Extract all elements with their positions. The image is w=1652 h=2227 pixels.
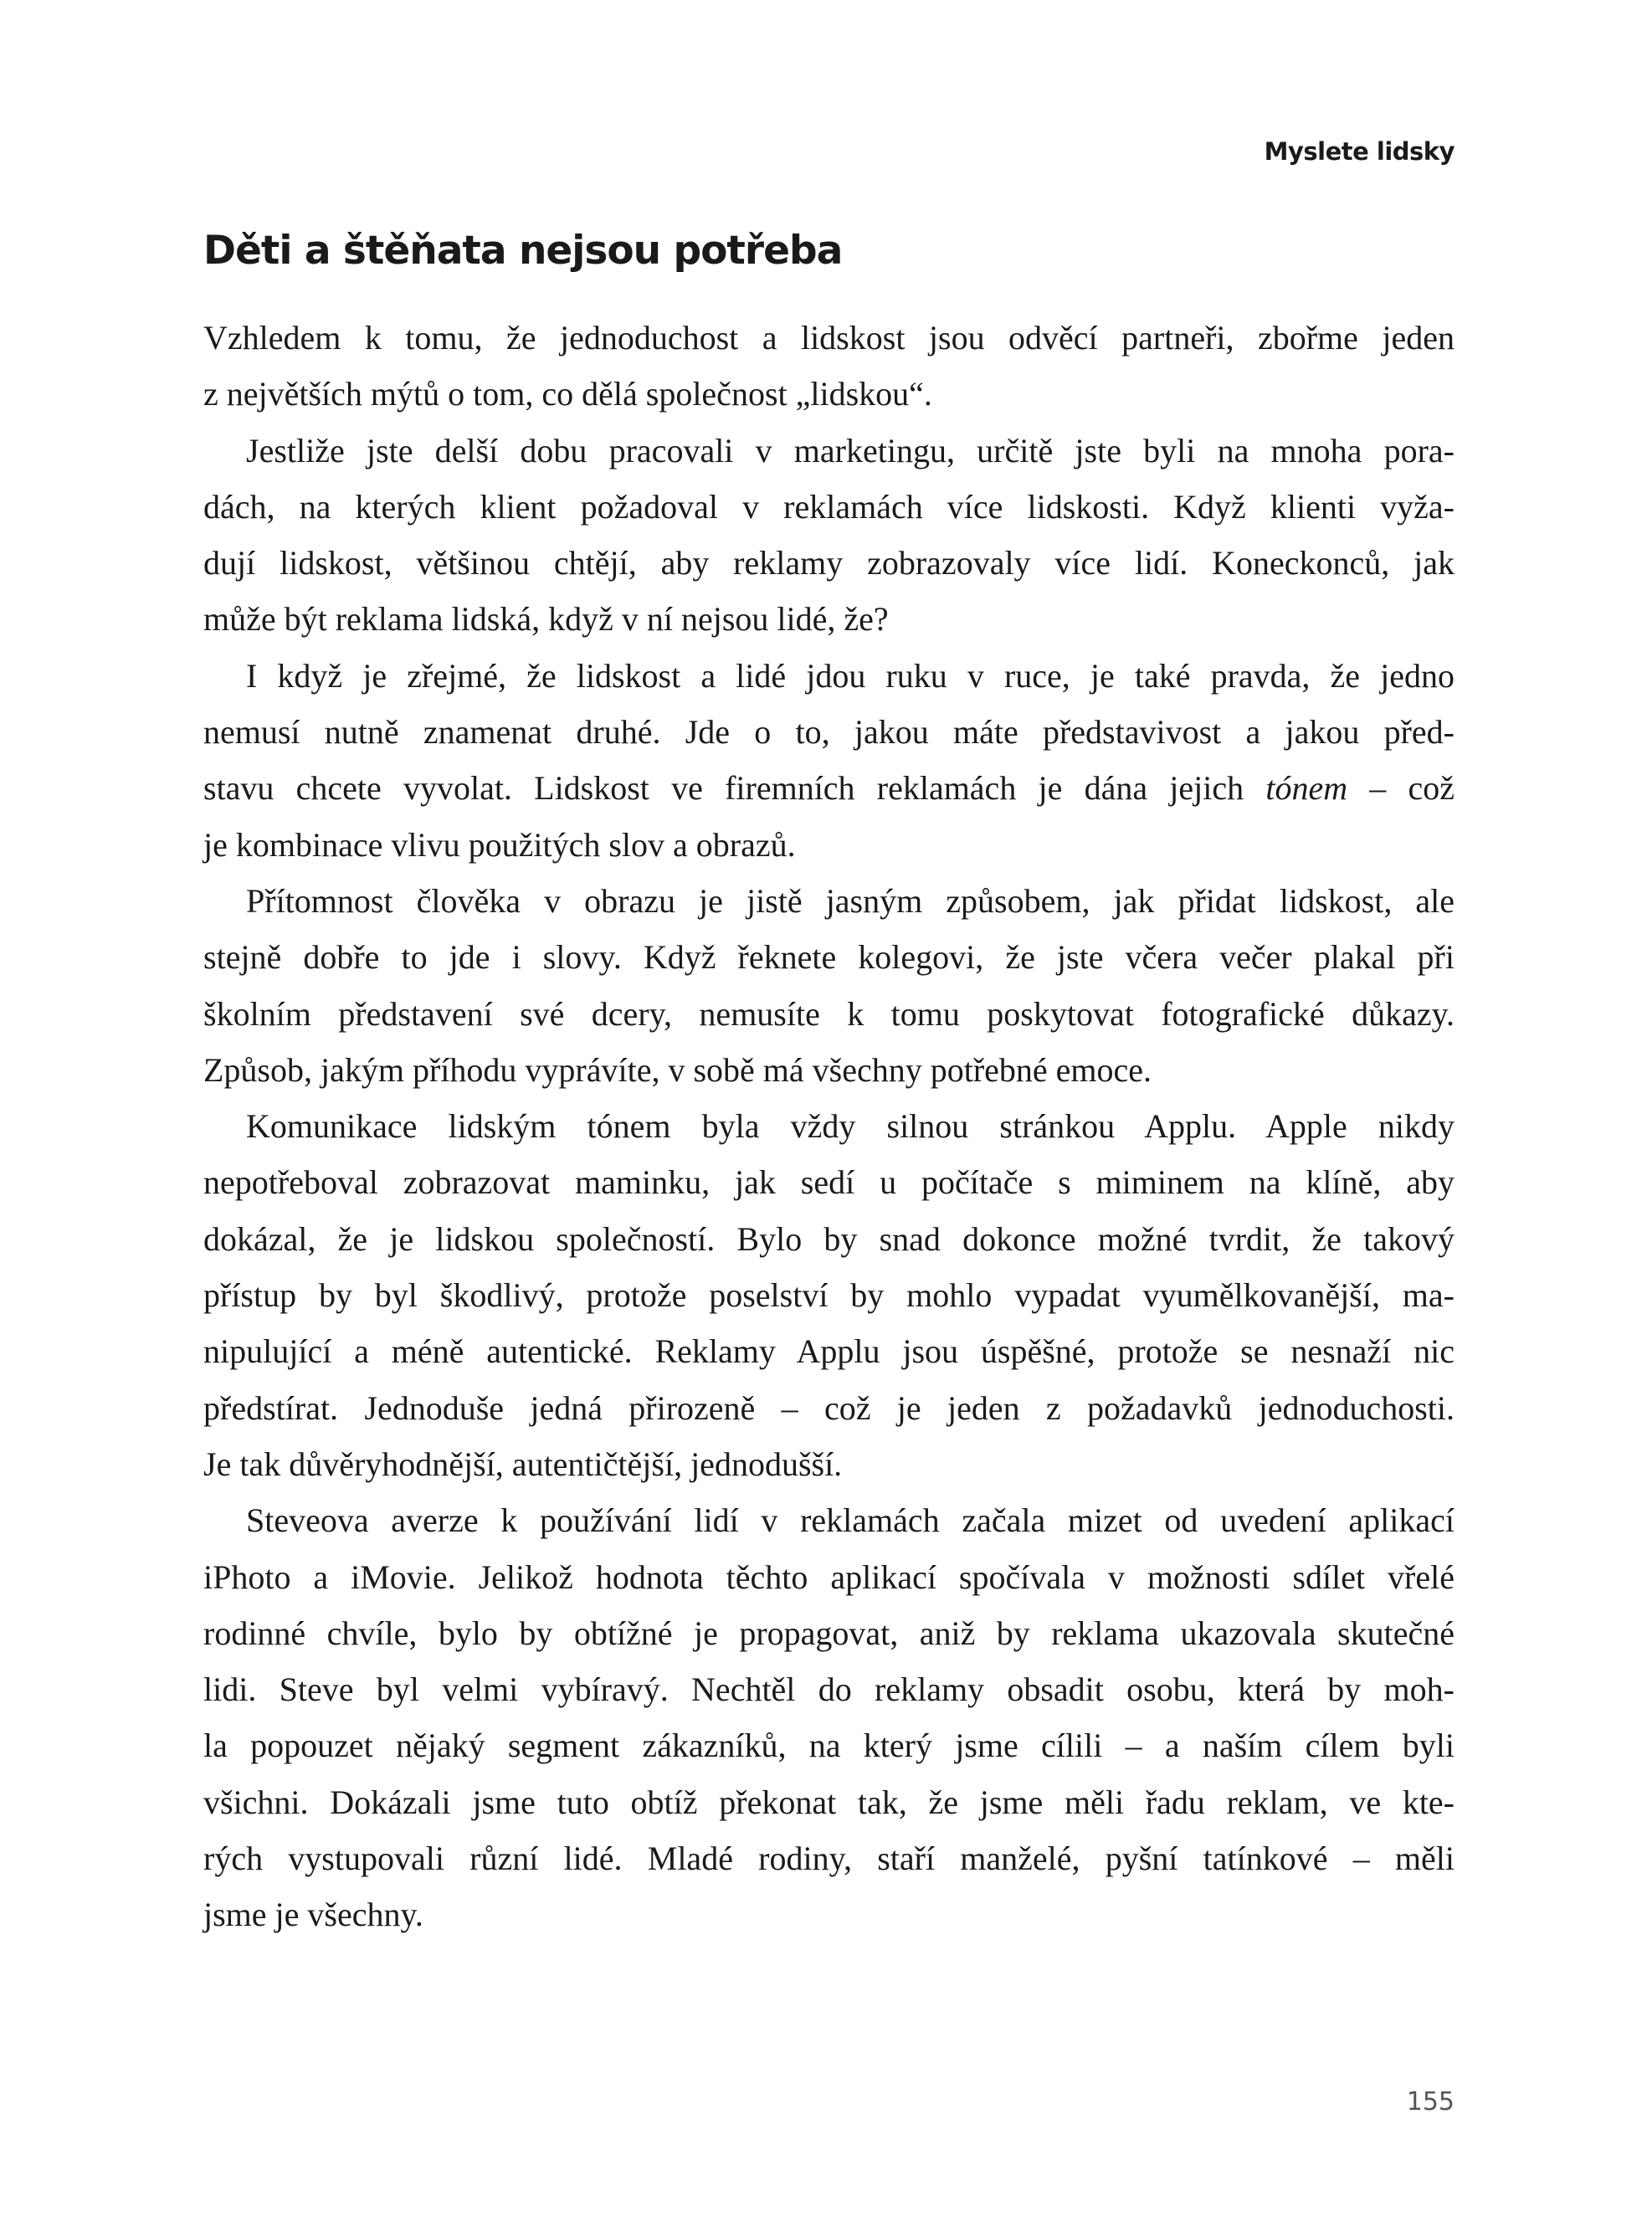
- text-line: rých vystupovali různí lidé. Mladé rodiny, staří manželé, pyšní tatínkové – měli: [203, 1840, 1454, 1878]
- text-line: nipulující a méně autentické. Reklamy Applu jsou úspěšné, protože se nesnaží nic: [203, 1332, 1454, 1371]
- text-line: je kombinace vlivu použitých slov a obrazů.: [203, 825, 796, 864]
- text-line: [203, 760, 1454, 816]
- body-text: [203, 310, 1454, 1943]
- text-line: z největších mýtů o tom, co dělá společnost „lidskou“.: [203, 375, 932, 413]
- text-line: předstírat. Jednoduše jedná přirozeně – což je jeden z požadavků jednoduchosti.: [203, 1388, 1454, 1427]
- text-segment: stavu chcete vyvolat. Lidskost ve firemních reklamách je dána jejich: [203, 769, 1266, 808]
- text-line: Steveova averze k používání lidí v reklamách začala mizet od uvedení aplikací: [246, 1501, 1454, 1540]
- text-line: stejně dobře to jde i slovy. Když řeknete kolegovi, že jste včera večer plakal při: [203, 938, 1454, 977]
- text-line: Vzhledem k tomu, že jednoduchost a lidskost jsou odvěcí partneři, zbořme jeden: [203, 319, 1454, 357]
- page-number: 155: [1406, 2087, 1454, 2117]
- running-head: Myslete lidsky: [1264, 137, 1454, 166]
- text-line: dách, na kterých klient požadoval v reklamách více lidskosti. Když klienti vyža-: [203, 487, 1454, 526]
- text-line: může být reklama lidská, když v ní nejsou lidé, že?: [203, 600, 889, 639]
- text-line: Komunikace lidským tónem byla vždy silnou stránkou Applu. Apple nikdy: [246, 1107, 1454, 1146]
- text-line: všichni. Dokázali jsme tuto obtíž překonat tak, že jsme měli řadu reklam, ve kte-: [203, 1783, 1454, 1821]
- text-line: přístup by byl škodlivý, protože poselství by mohlo vypadat vyumělkovanější, ma-: [203, 1276, 1454, 1315]
- text-line: jsme je všechny.: [203, 1896, 423, 1934]
- text-line: iPhoto a iMovie. Jelikož hodnota těchto aplikací spočívala v možnosti sdílet vřelé: [203, 1557, 1454, 1596]
- emphasis-text: tónem: [1265, 769, 1348, 808]
- text-line: I když je zřejmé, že lidskost a lidé jdou ruku v ruce, je také pravda, že jedno: [246, 656, 1454, 695]
- text-line: Je tak důvěryhodnější, autentičtější, jednodušší.: [203, 1444, 843, 1483]
- text-line: lidi. Steve byl velmi vybíravý. Nechtěl do reklamy obsadit osobu, která by moh-: [203, 1670, 1454, 1709]
- text-line: Způsob, jakým příhodu vyprávíte, v sobě má všechny potřebné emoce.: [203, 1050, 1152, 1089]
- text-line: dokázal, že je lidskou společností. Bylo by snad dokonce možné tvrdit, že takový: [203, 1219, 1454, 1258]
- text-line: nepotřeboval zobrazovat maminku, jak sedí u počítače s miminem na klíně, aby: [203, 1163, 1454, 1202]
- text-line: dují lidskost, většinou chtějí, aby reklamy zobrazovaly více lidí. Koneckonců, jak: [203, 544, 1454, 582]
- text-line: rodinné chvíle, bylo by obtížné je propagovat, aniž by reklama ukazovala skutečné: [203, 1614, 1454, 1652]
- text-line: školním představení své dcery, nemusíte k tomu poskytovat fotografické důkazy.: [203, 994, 1454, 1033]
- text-segment: – což: [1347, 769, 1454, 808]
- text-line: Přítomnost člověka v obrazu je jistě jasným způsobem, jak přidat lidskost, ale: [246, 881, 1454, 920]
- section-title: Děti a štěňata nejsou potřeba: [203, 228, 843, 274]
- text-line: Jestliže jste delší dobu pracovali v marketingu, určitě jste byli na mnoha pora-: [246, 431, 1454, 470]
- text-line: la popouzet nějaký segment zákazníků, na který jsme cílili – a naším cílem byli: [203, 1727, 1454, 1765]
- text-line: nemusí nutně znamenat druhé. Jde o to, jakou máte představivost a jakou před-: [203, 713, 1454, 752]
